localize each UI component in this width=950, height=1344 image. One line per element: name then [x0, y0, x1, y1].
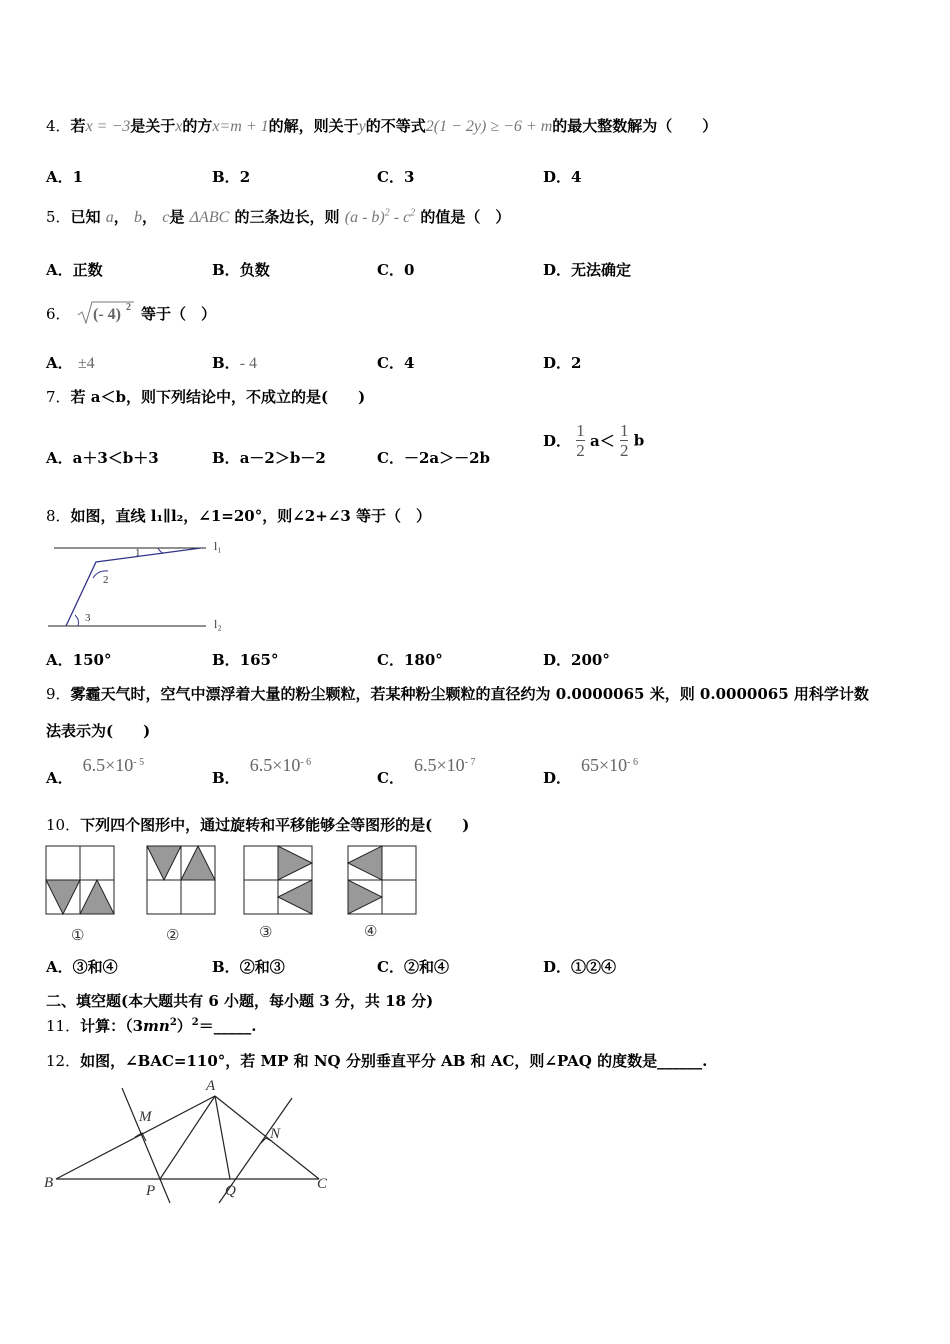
shape-3: [244, 846, 312, 914]
caption-3: ③: [259, 925, 273, 941]
math-expr: y: [358, 118, 366, 135]
option-b[interactable]: B．$6.5\times 10^{- 6}$: [212, 755, 312, 787]
math-expr: $(a - b)^2 - c^2$: [344, 207, 416, 226]
question-number: 9．: [46, 685, 71, 703]
option-a[interactable]: A．1: [46, 168, 84, 186]
parallel-lines-figure: [46, 534, 236, 634]
fraction: $\frac{1}{2}$: [576, 421, 585, 460]
question-8: 8．如图，直线 l₁∥l₂，∠1=20°，则∠2+∠3 等于（ ）: [46, 507, 431, 525]
question-9-line2: 法表示为( ): [46, 722, 151, 740]
question-number: 12．: [46, 1052, 81, 1070]
sqrt-expression: [76, 299, 136, 327]
section-title: 二、填空题(本大题共有 6 小题，每小题 3 分，共 18 分): [46, 992, 434, 1010]
option-c[interactable]: C．3: [377, 168, 415, 186]
option-d[interactable]: D． $\frac{1}{2}$ $a< \frac{1}{2}$ b: [543, 421, 645, 460]
option-a[interactable]: A．150°: [46, 651, 112, 669]
option-a[interactable]: A．$6.5\times 10^{- 5}$: [46, 755, 145, 787]
question-number: 4．: [46, 117, 71, 135]
question-9: 9．雾霾天气时，空气中漂浮着大量的粉尘颗粒，若某种粉尘颗粒的直径约为 0.0000065 米，则 0.0000065 用科学计数: [46, 685, 869, 703]
math-var: c: [162, 209, 170, 226]
option-b[interactable]: B．负数: [212, 261, 270, 279]
option-c[interactable]: C．$6.5\times 10^{- 7}$: [377, 755, 476, 787]
option-b[interactable]: B．a－2＞b－2: [212, 449, 326, 467]
shape-2: [147, 846, 215, 914]
question-number: 6．: [46, 305, 71, 323]
math-var: b: [134, 209, 143, 226]
question-number: 5．: [46, 208, 71, 226]
svg-text:C: C: [317, 1176, 328, 1192]
math-expr: 2(1 − 2y) ≥ −6 + m: [425, 118, 553, 135]
option-d[interactable]: D．①②④: [543, 958, 617, 976]
option-b[interactable]: B．165°: [212, 651, 279, 669]
option-d[interactable]: D．2: [543, 354, 582, 372]
svg-text:2: 2: [103, 574, 109, 586]
question-number: 7．: [46, 388, 71, 406]
svg-text:A: A: [206, 1078, 216, 1094]
option-a[interactable]: A．③和④: [46, 958, 118, 976]
svg-text:P: P: [146, 1183, 156, 1199]
question-11: 11．计算：$(3mn^2)^2=\_\_\_\_\_$.: [46, 1017, 257, 1035]
question-4: 4．若x = −3是关于x的方x=m + 1的解，则关于y的不等式2(1 − 2y) ≥ −6 + m的最大整数解为（ ）: [46, 117, 718, 135]
option-d[interactable]: D．$65\times 10^{- 6}$: [543, 755, 639, 787]
question-5: 5．已知 a， b， c是 ΔABC 的三条边长，则 $(a - b)^2 - c^2$ 的值是（ ）: [46, 207, 511, 226]
option-c[interactable]: C．②和④: [377, 958, 449, 976]
math-expr: x=m + 1: [212, 118, 269, 135]
svg-text:l₂: l₂: [214, 617, 222, 631]
question-number: 8．: [46, 507, 71, 525]
option-a[interactable]: A． ±4: [46, 354, 95, 372]
option-b[interactable]: B．- 4: [212, 354, 258, 372]
math-expr: x = −3: [85, 118, 131, 135]
svg-text:1: 1: [135, 547, 141, 559]
question-10: 10．下列四个图形中，通过旋转和平移能够全等图形的是( ): [46, 816, 470, 834]
svg-text:B: B: [44, 1175, 54, 1191]
question-number: 10．: [46, 816, 81, 834]
option-d[interactable]: D．4: [543, 168, 582, 186]
shape-1: [46, 846, 114, 914]
question-12: 12．如图，∠BAC=110°，若 MP 和 NQ 分别垂直平分 AB 和 AC，则∠PAQ 的度数是______.: [46, 1052, 708, 1070]
svg-text:N: N: [270, 1126, 281, 1142]
svg-text:M: M: [139, 1109, 152, 1125]
svg-text:(- 4): (- 4): [92, 306, 121, 323]
svg-text:l₁: l₁: [214, 539, 222, 553]
option-c[interactable]: C．180°: [377, 651, 443, 669]
option-c[interactable]: C．0: [377, 261, 415, 279]
math-expr: x: [175, 118, 183, 135]
question-7: 7．若 a＜b，则下列结论中，不成立的是( ): [46, 388, 366, 406]
four-shapes-figure: [44, 844, 424, 946]
math-triangle: ΔABC: [189, 209, 230, 226]
question-number: 11．: [46, 1017, 81, 1035]
option-a[interactable]: A．a＋3＜b＋3: [46, 449, 159, 467]
caption-4: ④: [364, 924, 378, 940]
fraction: $\frac{1}{2}$: [619, 421, 629, 460]
option-d[interactable]: D．200°: [543, 651, 610, 669]
math-var: a: [105, 209, 114, 226]
shape-4: [348, 846, 416, 914]
option-a[interactable]: A．正数: [46, 261, 103, 279]
svg-text:Q: Q: [225, 1183, 236, 1199]
option-b[interactable]: B．2: [212, 168, 251, 186]
svg-text:3: 3: [85, 612, 91, 624]
option-b[interactable]: B．②和③: [212, 958, 285, 976]
svg-text:2: 2: [125, 302, 131, 313]
caption-1: ①: [71, 928, 85, 944]
caption-2: ②: [166, 928, 180, 944]
option-c[interactable]: C．－2a＞－2b: [377, 449, 491, 467]
question-6: 6． (- 4) 2 等于（ ）: [46, 299, 216, 327]
triangle-figure: [44, 1076, 334, 1206]
option-d[interactable]: D．无法确定: [543, 261, 632, 279]
option-c[interactable]: C．4: [377, 354, 415, 372]
